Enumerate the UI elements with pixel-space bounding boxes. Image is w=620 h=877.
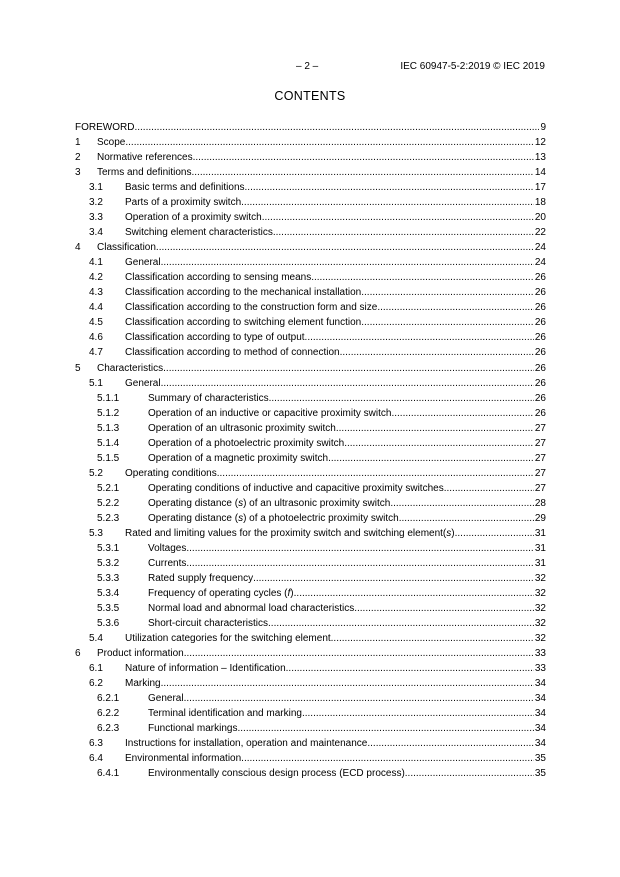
toc-entry-title: Normative references [97, 152, 193, 164]
toc-entry[interactable] [75, 511, 546, 526]
toc-entry-page: 26 [534, 392, 546, 404]
toc-entry-title: Classification according to method of connection [125, 347, 340, 359]
dot-leader [217, 466, 534, 481]
toc-entry-title: Voltages [148, 542, 187, 554]
dot-leader [354, 601, 534, 616]
dot-leader [134, 120, 539, 135]
dot-leader [161, 676, 534, 691]
toc-entry[interactable] [75, 285, 546, 300]
toc-entry-title: General [148, 693, 184, 705]
toc-entry-title: Classification according to type of output [125, 332, 305, 344]
toc-entry-page: 26 [534, 317, 546, 329]
toc-entry-page: 22 [534, 227, 546, 239]
dot-leader [377, 300, 534, 315]
toc-entry-number: 5.2.2 [97, 497, 120, 509]
dot-leader [184, 691, 534, 706]
toc-entry-page: 34 [534, 678, 546, 690]
toc-entry[interactable] [75, 751, 546, 766]
toc-entry-title: General [125, 377, 161, 389]
toc-entry-number: 6.1 [89, 663, 103, 675]
dot-leader [305, 330, 534, 345]
toc-entry-number: 3.4 [89, 227, 103, 239]
toc-entry-page: 34 [534, 693, 546, 705]
toc-entry[interactable] [75, 210, 546, 225]
toc-entry-number: 5.1.5 [97, 452, 120, 464]
toc-entry-page: 32 [534, 618, 546, 630]
toc-entry-number: 5 [75, 362, 81, 374]
toc-entry[interactable] [75, 421, 546, 436]
toc-entry[interactable] [75, 436, 546, 451]
toc-entry-page: 32 [534, 587, 546, 599]
page-number: – 2 – [296, 61, 319, 72]
toc-entry-title: General [125, 257, 161, 269]
toc-entry-page: 32 [534, 633, 546, 645]
dot-leader [340, 345, 534, 360]
toc-entry-page: 27 [534, 437, 546, 449]
toc-entry[interactable] [75, 270, 546, 285]
toc-entry[interactable] [75, 345, 546, 360]
dot-leader [328, 451, 534, 466]
toc-entry-number: 5.3.4 [97, 587, 120, 599]
toc-entry-page: 12 [534, 137, 546, 149]
toc-entry-page: 35 [534, 753, 546, 765]
toc-entry-page: 27 [534, 422, 546, 434]
toc-entry[interactable] [75, 466, 546, 481]
toc-entry[interactable] [75, 496, 546, 511]
dot-leader [391, 406, 533, 421]
toc-entry-title: Operation of an inductive or capacitive proximity switch [148, 407, 392, 419]
toc-entry-page: 26 [534, 407, 546, 419]
toc-entry-title: Terms and definitions [97, 167, 192, 179]
toc-entry-number: 6.2.2 [97, 708, 120, 720]
dot-leader [125, 135, 534, 150]
toc-entry-number: 5.4 [89, 633, 103, 645]
toc-entry-title: Instructions for installation, operation and maintenance [125, 738, 368, 750]
toc-entry-number: 5.2 [89, 467, 103, 479]
toc-entry-number: 6.2.3 [97, 723, 120, 735]
contents-title: CONTENTS [274, 89, 346, 103]
toc-entry[interactable] [75, 691, 546, 706]
dot-leader [186, 541, 534, 556]
dot-leader [184, 646, 534, 661]
toc-entry-page: 33 [534, 663, 546, 675]
toc-entry-page: 14 [534, 167, 546, 179]
dot-leader [186, 556, 534, 571]
toc-entry-page: 27 [534, 467, 546, 479]
toc-entry-number: 5.3.2 [97, 557, 120, 569]
toc-entry-page: 18 [534, 197, 546, 209]
toc-entry-page: 34 [534, 723, 546, 735]
toc-entry[interactable] [75, 541, 546, 556]
toc-entry-title: Product information [97, 648, 184, 660]
toc-entry-page: 32 [534, 603, 546, 614]
toc-entry[interactable] [75, 766, 546, 781]
toc-entry-page: 33 [534, 648, 546, 660]
toc-entry-number: 5.3.6 [97, 618, 120, 630]
toc-entry-page: 17 [534, 182, 546, 194]
toc-entry[interactable] [75, 315, 546, 330]
dot-leader [405, 766, 534, 781]
toc-entry[interactable] [75, 586, 546, 601]
toc-entry-title: Operating distance (s) of a photoelectric proximity switch [148, 512, 399, 524]
toc-entry[interactable] [75, 361, 546, 376]
toc-entry-number: 5.3.3 [97, 572, 120, 584]
dot-leader [262, 210, 534, 225]
toc-entry[interactable] [75, 631, 546, 646]
dot-leader [269, 391, 534, 406]
dot-leader [311, 270, 534, 285]
dot-leader [361, 285, 534, 300]
toc-entry[interactable] [75, 526, 546, 541]
dot-leader [361, 315, 534, 330]
toc-entry-number: 2 [75, 152, 81, 164]
toc-entry-page: 26 [534, 332, 546, 344]
toc-entry-number: 6.3 [89, 738, 103, 750]
dot-leader [192, 165, 534, 180]
dot-leader [399, 511, 534, 526]
toc-entry-page: 31 [534, 542, 546, 554]
toc-entry-number: 3.3 [89, 212, 103, 224]
toc-entry[interactable] [75, 481, 546, 496]
toc-entry[interactable] [75, 391, 546, 406]
toc-entry-number: 5.1.2 [97, 407, 120, 419]
toc-entry[interactable] [75, 571, 546, 586]
toc-entry-title: Short-circuit characteristics [148, 618, 269, 630]
toc-entry-number: 4 [75, 242, 81, 254]
toc-entry-page: 9 [540, 122, 546, 133]
toc-entry[interactable] [75, 240, 546, 255]
toc-entry-title: Frequency of operating cycles (f) [148, 587, 294, 599]
toc-entry-number: 5.3.1 [97, 542, 120, 554]
dot-leader [367, 736, 534, 751]
toc-entry[interactable] [75, 556, 546, 571]
toc-entry-page: 31 [534, 557, 546, 569]
dot-leader [302, 706, 534, 721]
table-of-contents [75, 120, 546, 781]
toc-entry-page: 24 [534, 257, 546, 269]
dot-leader [294, 586, 534, 601]
toc-entry-number: 4.1 [89, 257, 103, 269]
toc-entry[interactable] [75, 721, 546, 736]
toc-entry-number: 4.5 [89, 317, 103, 329]
toc-entry[interactable] [75, 225, 546, 240]
toc-entry-title: Environmental information [125, 753, 242, 765]
toc-entry-number: 4.3 [89, 287, 103, 299]
toc-entry-page: 35 [534, 768, 546, 780]
toc-entry[interactable] [75, 676, 546, 691]
toc-entry-number: 4.4 [89, 302, 103, 314]
toc-entry-number: 6.2 [89, 678, 103, 690]
toc-entry[interactable] [75, 165, 546, 180]
toc-entry[interactable] [75, 706, 546, 721]
toc-entry-page: 20 [534, 212, 546, 224]
toc-entry-page: 34 [534, 708, 546, 720]
toc-entry-page: 26 [534, 347, 546, 359]
dot-leader [241, 195, 534, 210]
toc-entry-page: 26 [534, 362, 546, 374]
toc-entry-page: 34 [534, 738, 546, 750]
toc-entry-title: Operation of a magnetic proximity switch [148, 452, 329, 464]
toc-entry-number: 4.7 [89, 347, 103, 359]
standard-reference: IEC 60947-5-2:2019 © IEC 2019 [400, 61, 545, 72]
toc-entry-number: 6 [75, 648, 81, 660]
toc-entry-title: Classification according to the construction form and size [125, 302, 378, 314]
toc-entry-number: 5.1.4 [97, 437, 120, 449]
toc-entry[interactable] [75, 406, 546, 421]
toc-entry-title: Classification according to the mechanical installation [125, 287, 362, 299]
toc-entry[interactable] [75, 616, 546, 631]
dot-leader [344, 436, 534, 451]
toc-entry-title: Terminal identification and marking [148, 708, 302, 720]
toc-entry[interactable] [75, 661, 546, 676]
toc-entry[interactable] [75, 300, 546, 315]
toc-entry-page: 32 [534, 572, 546, 584]
toc-entry-title: Operating conditions of inductive and capacitive proximity switches [148, 482, 444, 494]
toc-entry[interactable] [75, 646, 546, 661]
toc-entry-title: Rated supply frequency [148, 572, 254, 584]
toc-entry-title: Classification according to sensing means [125, 272, 312, 284]
toc-entry[interactable] [75, 120, 546, 135]
toc-entry[interactable] [75, 180, 546, 195]
toc-entry-title: Normal load and abnormal load characteristics [148, 603, 355, 614]
toc-entry-title: Operation of a proximity switch [125, 212, 262, 224]
toc-entry-title: FOREWORD [75, 122, 135, 133]
toc-entry-number: 6.4 [89, 753, 103, 765]
toc-entry[interactable] [75, 451, 546, 466]
toc-entry-page: 28 [534, 497, 546, 509]
dot-leader [193, 150, 534, 165]
toc-entry-page: 27 [534, 452, 546, 464]
toc-entry[interactable] [75, 135, 546, 150]
dot-leader [455, 526, 534, 541]
toc-entry[interactable] [75, 150, 546, 165]
dot-leader [268, 616, 534, 631]
toc-entry-title: Functional markings [148, 723, 238, 735]
dot-leader [444, 481, 534, 496]
toc-entry-page: 26 [534, 272, 546, 284]
toc-entry-number: 6.2.1 [97, 693, 120, 705]
toc-entry-title: Scope [97, 137, 126, 149]
toc-entry-page: 29 [534, 512, 546, 524]
toc-entry[interactable] [75, 330, 546, 345]
toc-entry-number: 4.2 [89, 272, 103, 284]
dot-leader [331, 631, 534, 646]
toc-entry[interactable] [75, 255, 546, 270]
toc-entry-title: Utilization categories for the switching element [125, 633, 331, 645]
toc-entry-title: Classification [97, 242, 156, 254]
toc-entry-title: Characteristics [97, 362, 164, 374]
toc-entry-title: Operating distance (s) of an ultrasonic proximity switch [148, 497, 391, 509]
toc-entry-title: Operation of an ultrasonic proximity switch [148, 422, 336, 434]
toc-entry-page: 27 [534, 482, 546, 494]
toc-entry[interactable] [75, 376, 546, 391]
toc-entry-number: 5.2.1 [97, 482, 120, 494]
toc-entry-title: Currents [148, 557, 187, 569]
toc-entry-title: Environmentally conscious design process (ECD process) [148, 768, 405, 780]
toc-entry-title: Summary of characteristics [148, 392, 269, 404]
dot-leader [161, 255, 534, 270]
toc-entry-title: Nature of information – Identification [125, 663, 286, 675]
toc-entry-number: 5.3 [89, 527, 103, 539]
toc-entry-number: 3 [75, 167, 81, 179]
toc-entry-title: Rated and limiting values for the proximity switch and switching element(s) [125, 527, 455, 539]
dot-leader [241, 751, 534, 766]
toc-entry-title: Switching element characteristics [125, 227, 273, 239]
dot-leader [161, 376, 534, 391]
toc-entry-title: Parts of a proximity switch [125, 197, 242, 209]
dot-leader [156, 240, 534, 255]
toc-entry-number: 3.2 [89, 197, 103, 209]
dot-leader [286, 661, 534, 676]
toc-entry-number: 1 [75, 137, 81, 149]
dot-leader [273, 225, 534, 240]
dot-leader [390, 496, 534, 511]
toc-entry-page: 26 [534, 287, 546, 299]
toc-entry-number: 5.2.3 [97, 512, 120, 524]
toc-entry[interactable] [75, 601, 546, 616]
toc-entry-number: 5.1.3 [97, 422, 120, 434]
toc-entry-number: 6.4.1 [97, 768, 120, 780]
dot-leader [163, 361, 534, 376]
toc-entry-page: 26 [534, 302, 546, 314]
toc-entry-title: Marking [125, 678, 161, 690]
toc-entry-page: 13 [534, 152, 546, 164]
toc-entry-page: 24 [534, 242, 546, 254]
toc-entry[interactable] [75, 736, 546, 751]
dot-leader [245, 180, 534, 195]
toc-entry-title: Classification according to switching element function [125, 317, 362, 329]
dot-leader [336, 421, 534, 436]
dot-leader [237, 721, 533, 736]
toc-entry-title: Basic terms and definitions [125, 182, 245, 194]
toc-entry-page: 31 [534, 527, 546, 539]
toc-entry-number: 3.1 [89, 182, 103, 194]
dot-leader [253, 571, 534, 586]
toc-entry-page: 26 [534, 377, 546, 389]
toc-entry[interactable] [75, 195, 546, 210]
toc-entry-number: 5.1.1 [97, 392, 120, 404]
toc-entry-title: Operating conditions [125, 467, 217, 479]
toc-entry-number: 5.1 [89, 377, 103, 389]
toc-entry-number: 5.3.5 [97, 603, 120, 614]
toc-entry-number: 4.6 [89, 332, 103, 344]
toc-entry-title: Operation of a photoelectric proximity switch [148, 437, 345, 449]
